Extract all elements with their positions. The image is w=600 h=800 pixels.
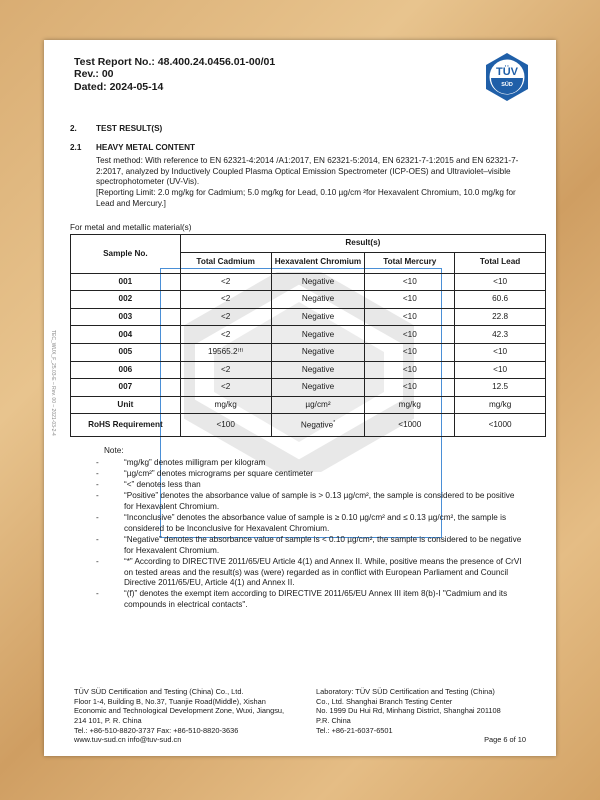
mercury-cell: <10: [365, 308, 455, 326]
sample-cell: 005: [71, 343, 181, 361]
footer-line: Tel.: +86-510-8820-3737 Fax: +86-510-8820-3636: [74, 725, 239, 735]
cadmium-cell: <2: [180, 326, 271, 344]
notes-list: [84, 458, 524, 611]
list-item: - “mg/kg” denotes milligram per kilogram: [84, 458, 524, 469]
revision: Rev.: 00: [74, 68, 114, 81]
mercury-cell: <10: [365, 343, 455, 361]
lead-cell: 42.3: [455, 326, 546, 344]
table-row: [71, 379, 546, 397]
report-page: [44, 40, 556, 756]
list-item: - “(f)” denotes the exempt item according to DIRECTIVE 2011/65/EU Annex III item 8(b)-I "Cadmium and its compounds in electrical contacts".: [84, 589, 524, 610]
section-2-1-heading: [70, 143, 195, 153]
table-row: [71, 273, 546, 291]
chromium-cell: Negative: [271, 291, 365, 309]
page-number: Page 6 of 10: [484, 735, 526, 744]
table-row: [71, 308, 546, 326]
section-title: TEST RESULT(S): [96, 124, 163, 133]
footer-left: [74, 687, 284, 745]
column-header-cadmium: Total Cadmium: [180, 252, 271, 273]
footer-line: Floor 1-4, Building B, No.37, Tuanjie Road(Middle), Xishan: [74, 696, 266, 706]
table-row: [71, 361, 546, 379]
cadmium-cell: <2: [180, 291, 271, 309]
rohs-label-cell: RoHS Requirement: [71, 414, 181, 437]
mercury-limit-cell: <1000: [365, 414, 455, 437]
sample-cell: 004: [71, 326, 181, 344]
lead-unit-cell: mg/kg: [455, 396, 546, 414]
list-item: - “<” denotes less than: [84, 480, 524, 491]
logo-top-text: TÜV: [496, 66, 518, 78]
cadmium-unit-cell: mg/kg: [180, 396, 271, 414]
section-title: HEAVY METAL CONTENT: [96, 143, 196, 152]
list-item: - “Positive” denotes the absorbance value of sample is > 0.13 µg/cm², the sample is considered to be positive for Hexavalent Chromium.: [84, 491, 524, 512]
mercury-cell: <10: [365, 326, 455, 344]
list-item: - “*” According to DIRECTIVE 2011/65/EU Article 4(1) and Annex II. While, positive means the presence of CrVI on tested areas and the result(s) was (were) regarded as in conflict with European Parliament and Council Directive 2011/65/EU, Article 4(1) and Annex II.: [84, 557, 524, 589]
footer-line: Co., Ltd. Shanghai Branch Testing Center: [316, 696, 453, 706]
unit-label-cell: Unit: [71, 396, 181, 414]
footer-line: www.tuv-sud.cn info@tuv-sud.cn: [74, 735, 182, 745]
sample-no-header: Sample No.: [71, 235, 181, 274]
footer-line: P.R. China: [316, 715, 351, 725]
table-row: [71, 326, 546, 344]
cadmium-cell: <2: [180, 379, 271, 397]
cadmium-cell: <2: [180, 361, 271, 379]
rohs-requirement-row: [71, 414, 546, 437]
chromium-cell: Negative: [271, 326, 365, 344]
cadmium-cell: <2: [180, 308, 271, 326]
date: Dated: 2024-05-14: [74, 80, 164, 93]
report-header: [74, 56, 275, 93]
footer-line: Laboratory: TÜV SÜD Certification and Testing (China): [316, 687, 495, 696]
footer-line: TÜV SÜD Certification and Testing (China) Co., Ltd.: [74, 687, 244, 696]
chromium-cell: Negative: [271, 308, 365, 326]
footer-line: No. 1999 Du Hui Rd, Minhang District, Shanghai 201108: [316, 706, 501, 716]
lead-cell: 12.5: [455, 379, 546, 397]
mercury-cell: <10: [365, 361, 455, 379]
material-label: For metal and metallic material(s): [70, 223, 192, 232]
sample-cell: 001: [71, 273, 181, 291]
section-2-heading: [70, 124, 162, 134]
list-item: - “µg/cm²” denotes micrograms per square centimeter: [84, 469, 524, 480]
tuv-sud-logo-icon: [482, 52, 532, 102]
sample-cell: 003: [71, 308, 181, 326]
sample-cell: 006: [71, 361, 181, 379]
table-row: [71, 291, 546, 309]
mercury-cell: <10: [365, 273, 455, 291]
column-header-chromium: Hexavalent Chromium: [271, 252, 365, 273]
table-row: [71, 343, 546, 361]
mercury-cell: <10: [365, 291, 455, 309]
report-number: Test Report No.: 48.400.24.0456.01-00/01: [74, 56, 276, 68]
section-number: 2.1: [70, 143, 82, 152]
mercury-unit-cell: mg/kg: [365, 396, 455, 414]
column-header-mercury: Total Mercury: [365, 252, 455, 273]
list-item: - “Inconclusive” denotes the absorbance value of sample is ≥ 0.10 µg/cm² and ≤ 0.13 µg/cm², the sample is considered to be Inconclusive for Hexavalent Chromium.: [84, 513, 524, 534]
results-header: Result(s): [180, 235, 545, 253]
test-method: [96, 156, 536, 209]
results-table: [70, 234, 546, 437]
footer-right: [316, 687, 501, 735]
reporting-limit-text: [Reporting Limit: 2.0 mg/kg for Cadmium; 5.0 mg/kg for Lead, 0.10 µg/cm ²for Hexavalent Chromium, 10.0 mg/kg for Lead and Mercury.]: [96, 187, 516, 208]
lead-cell: <10: [455, 273, 546, 291]
sample-cell: 002: [71, 291, 181, 309]
lead-limit-cell: <1000: [455, 414, 546, 437]
mercury-cell: <10: [365, 379, 455, 397]
chromium-cell: Negative: [271, 273, 365, 291]
test-method-text: Test method: With reference to EN 62321-4:2014 /A1:2017, EN 62321-5:2014, EN 62321-7-1:2015 and EN 62321-7-2:2017, analyzed by Inductively Coupled Plasma Optical Emission Spectrometer (ICP-OES) and Ultraviolet–visible spectrophotometer (UV-Vis).: [96, 156, 519, 187]
footer-line: 214 101, P. R. China: [74, 715, 142, 725]
side-form-code: TEC_WUX_F_25.03-E – Rev. 00 – 2021-03-2-4: [50, 330, 56, 436]
sample-cell: 007: [71, 379, 181, 397]
section-number: 2.: [70, 124, 77, 133]
cadmium-cell: <2: [180, 273, 271, 291]
cadmium-cell: 19565.2⁽ᶠ⁾: [180, 343, 271, 361]
cadmium-limit-cell: <100: [180, 414, 271, 437]
lead-cell: 60.6: [455, 291, 546, 309]
lead-cell: <10: [455, 361, 546, 379]
column-header-lead: Total Lead: [455, 252, 546, 273]
chromium-unit-cell: µg/cm²: [271, 396, 365, 414]
chromium-cell: Negative: [271, 361, 365, 379]
lead-cell: 22.8: [455, 308, 546, 326]
logo-bottom-text: SÜD: [501, 82, 513, 88]
chromium-limit-cell: Negative*: [271, 414, 365, 437]
chromium-limit-text: Negative: [300, 420, 334, 430]
lead-cell: <10: [455, 343, 546, 361]
footer-line: Economic and Technological Development Zone, Wuxi, Jiangsu,: [74, 706, 285, 716]
chromium-cell: Negative: [271, 343, 365, 361]
list-item: - “Negative” denotes the absorbance value of sample is < 0.10 µg/cm², the sample is considered to be negative for Hexavalent Chromium.: [84, 535, 524, 556]
unit-row: [71, 396, 546, 414]
footer-line: Tel.: +86-21-6037-6501: [316, 725, 393, 735]
note-label: Note:: [104, 446, 124, 455]
chromium-cell: Negative: [271, 379, 365, 397]
